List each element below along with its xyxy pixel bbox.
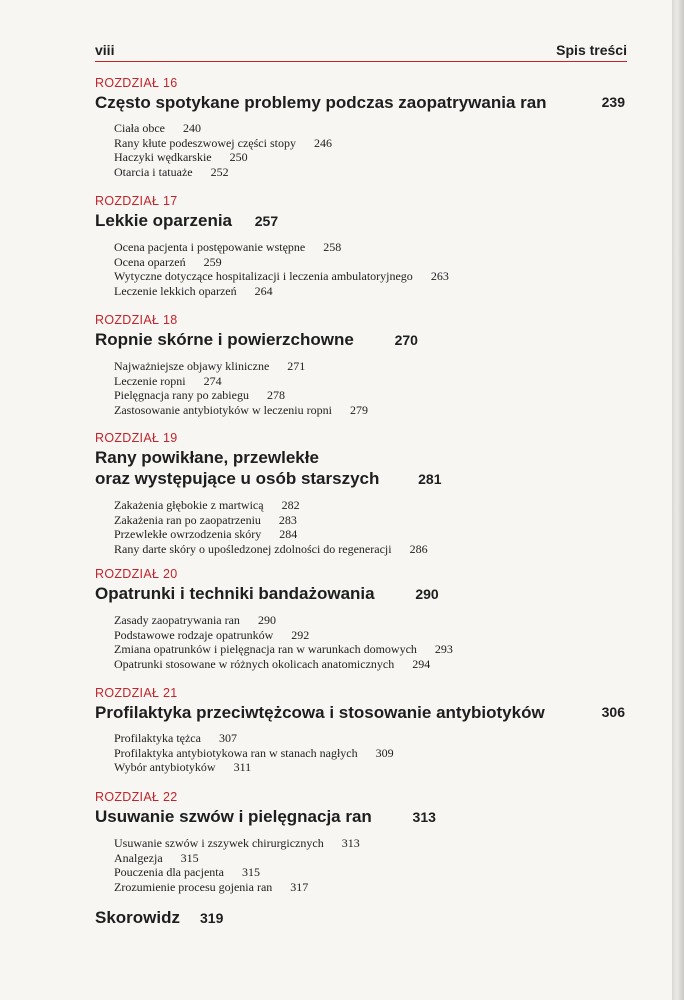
chapter-label: ROZDZIAŁ 19 <box>95 431 178 445</box>
list-item[interactable] <box>114 388 625 403</box>
list-item[interactable] <box>114 498 625 513</box>
chapter-title-text: Profilaktyka przeciwtężcowa i stosowanie antybiotyków <box>95 703 545 722</box>
entry-page: 278 <box>266 388 285 403</box>
chapter-22 <box>95 790 625 894</box>
entry-page: 252 <box>210 164 229 179</box>
list-item[interactable] <box>114 746 625 761</box>
chapter-page: 257 <box>254 213 279 229</box>
chapter-label: ROZDZIAŁ 16 <box>95 76 178 90</box>
chapter-title[interactable] <box>95 92 625 113</box>
entry-page: 284 <box>279 527 298 542</box>
entry-text: Usuwanie szwów i zszywek chirurgicznych <box>114 836 324 850</box>
header-rule <box>95 61 627 62</box>
entry-list <box>114 498 625 556</box>
index-entry[interactable] <box>95 908 223 928</box>
chapter-18 <box>95 313 625 417</box>
list-item[interactable] <box>114 269 625 284</box>
list-item[interactable] <box>114 731 625 746</box>
list-item[interactable] <box>114 542 625 557</box>
entry-text: Otarcia i tatuaże <box>114 164 193 179</box>
entry-text: Wytyczne dotyczące hospitalizacji i leczenia ambulatoryjnego <box>114 269 413 284</box>
list-item[interactable] <box>114 121 625 136</box>
entry-text: Pouczenia dla pacjenta <box>114 865 224 880</box>
chapter-title[interactable] <box>95 447 625 490</box>
entry-page: 258 <box>323 240 342 254</box>
page-header <box>95 42 627 62</box>
entry-text: Zasady zaopatrywania ran <box>114 613 240 627</box>
chapter-title[interactable] <box>95 702 625 723</box>
page-edge <box>672 0 684 1000</box>
entry-text: Haczyki wędkarskie <box>114 150 212 165</box>
list-item[interactable] <box>114 374 625 389</box>
entry-text: Ocena oparzeń <box>114 254 186 269</box>
entry-page: 286 <box>409 541 428 556</box>
list-item[interactable] <box>114 284 625 299</box>
chapter-title-text: Często spotykane problemy podczas zaopatrywania ran <box>95 93 547 112</box>
entry-list <box>114 359 625 417</box>
entry-page: 307 <box>218 731 237 745</box>
chapter-title-text: Ropnie skórne i powierzchowne <box>95 330 354 349</box>
list-item[interactable] <box>114 150 625 165</box>
chapter-title[interactable] <box>95 329 625 351</box>
list-item[interactable] <box>114 628 625 643</box>
entry-page: 290 <box>257 613 276 627</box>
chapter-21 <box>95 686 625 775</box>
chapter-title[interactable] <box>95 806 625 828</box>
entry-text: Zrozumienie procesu gojenia ran <box>114 879 273 894</box>
chapter-16 <box>95 76 625 179</box>
entry-page: 282 <box>281 498 300 512</box>
entry-page: 293 <box>434 642 453 657</box>
entry-text: Zakażenia głębokie z martwicą <box>114 498 264 512</box>
entry-text: Analgezja <box>114 850 163 865</box>
entry-text: Zmiana opatrunków i pielęgnacja ran w warunkach domowych <box>114 642 417 657</box>
chapter-title-text: oraz występujące u osób starszych <box>95 469 380 488</box>
chapter-title-text: Opatrunki i techniki bandażowania <box>95 584 375 603</box>
entry-text: Profilaktyka tężca <box>114 731 201 745</box>
entry-text: Ciała obce <box>114 121 165 135</box>
index-page: 319 <box>200 910 224 926</box>
chapter-label: ROZDZIAŁ 17 <box>95 194 178 208</box>
entry-text: Pielęgnacja rany po zabiegu <box>114 388 249 403</box>
chapter-title-text: Usuwanie szwów i pielęgnacja ran <box>95 807 372 826</box>
entry-text: Zakażenia ran po zaopatrzeniu <box>114 512 261 527</box>
entry-page: 315 <box>241 865 260 880</box>
list-item[interactable] <box>114 359 625 374</box>
chapter-label: ROZDZIAŁ 22 <box>95 790 178 804</box>
chapter-page: 239 <box>601 94 625 110</box>
entry-list <box>114 731 625 775</box>
list-item[interactable] <box>114 760 625 775</box>
list-item[interactable] <box>114 851 625 866</box>
entry-list <box>114 240 625 298</box>
list-item[interactable] <box>114 836 625 851</box>
entry-page: 317 <box>290 879 309 894</box>
chapter-page: 270 <box>394 332 418 348</box>
page-number: viii <box>95 42 115 58</box>
chapter-title[interactable] <box>95 583 625 605</box>
entry-page: 259 <box>203 254 222 269</box>
entry-page: 292 <box>291 627 310 642</box>
entry-text: Zastosowanie antybiotyków w leczeniu ropni <box>114 402 332 417</box>
entry-text: Leczenie lekkich oparzeń <box>114 283 237 298</box>
list-item[interactable] <box>114 642 625 657</box>
chapter-page: 313 <box>412 809 436 825</box>
index-title: Skorowidz <box>95 908 181 927</box>
entry-text: Rany kłute podeszwowej części stopy <box>114 135 296 150</box>
list-item[interactable] <box>114 403 625 418</box>
entry-page: 271 <box>287 359 306 373</box>
entry-text: Opatrunki stosowane w różnych okolicach anatomicznych <box>114 656 395 671</box>
entry-text: Leczenie ropni <box>114 373 186 388</box>
entry-text: Podstawowe rodzaje opatrunków <box>114 627 274 642</box>
entry-text: Przewlekłe owrzodzenia skóry <box>114 527 262 542</box>
entry-page: 240 <box>182 121 201 135</box>
chapter-17 <box>95 194 625 298</box>
list-item[interactable] <box>114 136 625 151</box>
entry-page: 315 <box>180 850 199 865</box>
chapter-title-line1: Rany powikłane, przewlekłe <box>95 448 319 467</box>
chapter-page: 281 <box>418 471 442 487</box>
list-item[interactable] <box>114 240 625 255</box>
chapter-title-text: Lekkie oparzenia <box>95 211 233 230</box>
list-item[interactable] <box>114 527 625 542</box>
entry-page: 309 <box>375 745 394 760</box>
list-item[interactable] <box>114 657 625 672</box>
entry-text: Profilaktyka antybiotykowa ran w stanach nagłych <box>114 745 358 760</box>
entry-page: 263 <box>430 269 449 284</box>
chapter-label: ROZDZIAŁ 20 <box>95 567 178 581</box>
chapter-20 <box>95 567 625 671</box>
list-item[interactable] <box>114 165 625 180</box>
entry-page: 294 <box>412 656 431 671</box>
entry-page: 279 <box>349 402 368 417</box>
chapter-page: 290 <box>415 586 439 602</box>
chapter-label: ROZDZIAŁ 21 <box>95 686 178 700</box>
entry-text: Rany darte skóry o upośledzonej zdolności do regeneracji <box>114 541 392 556</box>
entry-text: Ocena pacjenta i postępowanie wstępne <box>114 240 306 254</box>
entry-page: 250 <box>229 150 248 165</box>
entry-page: 283 <box>278 512 297 527</box>
chapter-19 <box>95 431 625 556</box>
chapter-label: ROZDZIAŁ 18 <box>95 313 178 327</box>
entry-page: 313 <box>341 836 360 850</box>
entry-list <box>114 613 625 671</box>
chapter-title[interactable] <box>95 210 625 232</box>
entry-page: 274 <box>203 373 222 388</box>
list-item[interactable] <box>114 880 625 895</box>
list-item[interactable] <box>114 513 625 528</box>
running-head: Spis treści <box>556 42 627 58</box>
entry-page: 264 <box>254 283 273 298</box>
chapter-page: 306 <box>601 704 625 720</box>
entry-text: Najważniejsze objawy kliniczne <box>114 359 270 373</box>
list-item[interactable] <box>114 613 625 628</box>
entry-list <box>114 836 625 894</box>
entry-list <box>114 121 625 179</box>
entry-text: Wybór antybiotyków <box>114 760 216 775</box>
list-item[interactable] <box>114 255 625 270</box>
list-item[interactable] <box>114 865 625 880</box>
entry-page: 246 <box>313 135 332 150</box>
entry-page: 311 <box>233 760 252 775</box>
